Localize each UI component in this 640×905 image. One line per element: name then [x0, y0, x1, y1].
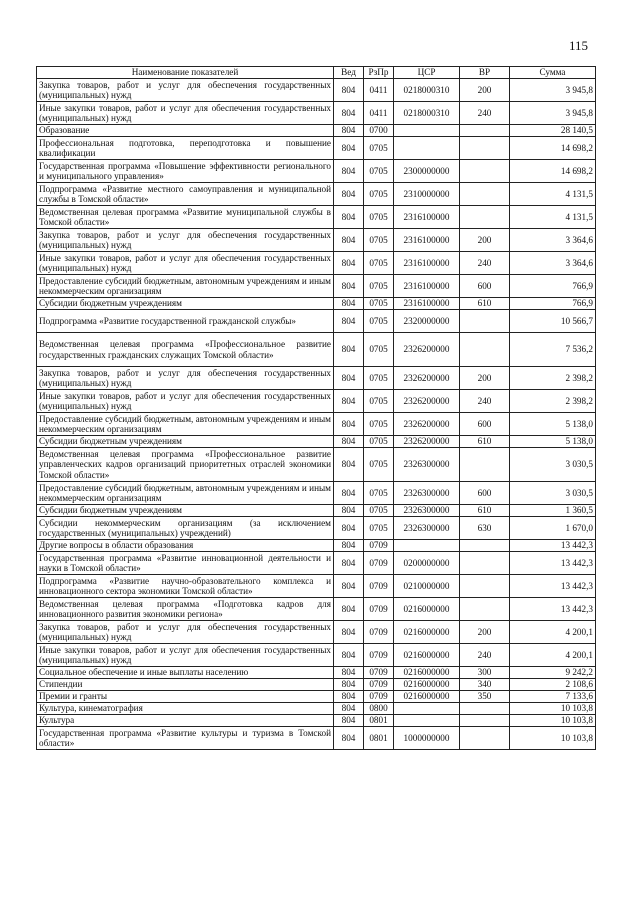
- table-row: [37, 206, 596, 229]
- cell-vr: [460, 552, 510, 575]
- cell-csr: 2316100000: [394, 275, 460, 298]
- table-row: [37, 667, 596, 679]
- cell-sum: 14 698,2: [510, 160, 596, 183]
- table-row: [37, 505, 596, 517]
- cell-name: Социальное обеспечение и иные выплаты населению: [37, 667, 334, 679]
- cell-name: Подпрограмма «Развитие государственной гражданской службы»: [37, 310, 334, 333]
- cell-name: Закупка товаров, работ и услуг для обеспечения государственных (муниципальных) нужд: [37, 229, 334, 252]
- cell-rzpr: 0709: [364, 598, 394, 621]
- cell-ved: 804: [334, 505, 364, 517]
- cell-sum: 10 566,7: [510, 310, 596, 333]
- cell-vr: [460, 703, 510, 715]
- cell-vr: 610: [460, 505, 510, 517]
- cell-vr: [460, 183, 510, 206]
- cell-sum: 2 398,2: [510, 390, 596, 413]
- table-row: [37, 252, 596, 275]
- cell-name: Подпрограмма «Развитие местного самоуправления и муниципальной службы в Томской области»: [37, 183, 334, 206]
- table-row: [37, 160, 596, 183]
- cell-ved: 804: [334, 575, 364, 598]
- table-row: [37, 517, 596, 540]
- table-row: [37, 598, 596, 621]
- cell-ved: 804: [334, 183, 364, 206]
- cell-csr: [394, 715, 460, 727]
- cell-sum: 28 140,5: [510, 125, 596, 137]
- cell-rzpr: 0709: [364, 575, 394, 598]
- cell-ved: 804: [334, 367, 364, 390]
- cell-ved: 804: [334, 517, 364, 540]
- cell-csr: 2300000000: [394, 160, 460, 183]
- cell-ved: 804: [334, 644, 364, 667]
- cell-ved: 804: [334, 310, 364, 333]
- cell-sum: 5 138,0: [510, 413, 596, 436]
- cell-ved: 804: [334, 102, 364, 125]
- cell-sum: 13 442,3: [510, 598, 596, 621]
- cell-csr: 2326300000: [394, 482, 460, 505]
- table-row: [37, 125, 596, 137]
- cell-rzpr: 0705: [364, 252, 394, 275]
- table-row: [37, 436, 596, 448]
- cell-vr: 200: [460, 367, 510, 390]
- cell-vr: [460, 448, 510, 482]
- cell-ved: 804: [334, 621, 364, 644]
- cell-sum: 7 536,2: [510, 333, 596, 367]
- table-row: [37, 727, 596, 750]
- cell-ved: 804: [334, 667, 364, 679]
- table-row: [37, 715, 596, 727]
- cell-vr: 240: [460, 390, 510, 413]
- table-row: [37, 310, 596, 333]
- cell-sum: 1 670,0: [510, 517, 596, 540]
- cell-csr: 0200000000: [394, 552, 460, 575]
- cell-rzpr: 0705: [364, 390, 394, 413]
- cell-vr: [460, 137, 510, 160]
- cell-csr: 2326300000: [394, 448, 460, 482]
- cell-sum: 7 133,6: [510, 691, 596, 703]
- cell-sum: 4 131,5: [510, 183, 596, 206]
- cell-name: Субсидии бюджетным учреждениям: [37, 505, 334, 517]
- cell-csr: [394, 125, 460, 137]
- cell-vr: 200: [460, 621, 510, 644]
- cell-ved: 804: [334, 552, 364, 575]
- table-row: [37, 448, 596, 482]
- cell-ved: 804: [334, 703, 364, 715]
- cell-ved: 804: [334, 540, 364, 552]
- cell-csr: 2326200000: [394, 367, 460, 390]
- cell-vr: 240: [460, 252, 510, 275]
- cell-vr: [460, 333, 510, 367]
- table-row: [37, 367, 596, 390]
- cell-rzpr: 0705: [364, 229, 394, 252]
- cell-csr: 0216000000: [394, 691, 460, 703]
- cell-ved: 804: [334, 206, 364, 229]
- cell-vr: 200: [460, 229, 510, 252]
- cell-rzpr: 0705: [364, 436, 394, 448]
- cell-csr: [394, 703, 460, 715]
- table-body: [37, 79, 596, 750]
- cell-csr: 2316100000: [394, 252, 460, 275]
- cell-name: Профессиональная подготовка, переподготовка и повышение квалификации: [37, 137, 334, 160]
- cell-sum: 14 698,2: [510, 137, 596, 160]
- cell-ved: 804: [334, 298, 364, 310]
- cell-csr: 0216000000: [394, 621, 460, 644]
- table-row: [37, 102, 596, 125]
- cell-vr: 600: [460, 413, 510, 436]
- cell-ved: 804: [334, 598, 364, 621]
- table-row: [37, 482, 596, 505]
- cell-vr: 240: [460, 644, 510, 667]
- cell-rzpr: 0705: [364, 183, 394, 206]
- table-row: [37, 413, 596, 436]
- table-row: [37, 552, 596, 575]
- cell-sum: 13 442,3: [510, 575, 596, 598]
- cell-name: Государственная программа «Развитие инновационной деятельности и науки в Томской области»: [37, 552, 334, 575]
- cell-ved: 804: [334, 679, 364, 691]
- cell-rzpr: 0705: [364, 505, 394, 517]
- cell-rzpr: 0705: [364, 482, 394, 505]
- cell-csr: 2326200000: [394, 413, 460, 436]
- table-header-row: [37, 67, 596, 79]
- cell-rzpr: 0709: [364, 540, 394, 552]
- cell-sum: 3 030,5: [510, 448, 596, 482]
- table-row: [37, 621, 596, 644]
- cell-rzpr: 0705: [364, 413, 394, 436]
- cell-csr: 0218000310: [394, 102, 460, 125]
- cell-vr: [460, 540, 510, 552]
- table-row: [37, 390, 596, 413]
- cell-sum: 2 398,2: [510, 367, 596, 390]
- header-vr: ВР: [460, 67, 510, 79]
- cell-sum: 1 360,5: [510, 505, 596, 517]
- cell-rzpr: 0705: [364, 367, 394, 390]
- cell-ved: 804: [334, 137, 364, 160]
- cell-sum: 3 030,5: [510, 482, 596, 505]
- cell-rzpr: 0700: [364, 125, 394, 137]
- cell-name: Закупка товаров, работ и услуг для обеспечения государственных (муниципальных) нужд: [37, 367, 334, 390]
- cell-csr: 2326300000: [394, 505, 460, 517]
- cell-name: Предоставление субсидий бюджетным, автономным учреждениям и иным некоммерческим организациям: [37, 482, 334, 505]
- cell-sum: 10 103,8: [510, 715, 596, 727]
- cell-name: Культура: [37, 715, 334, 727]
- table-row: [37, 298, 596, 310]
- table-row: [37, 540, 596, 552]
- header-ved: Вед: [334, 67, 364, 79]
- cell-vr: [460, 727, 510, 750]
- cell-name: Премии и гранты: [37, 691, 334, 703]
- cell-csr: 0216000000: [394, 598, 460, 621]
- cell-name: Предоставление субсидий бюджетным, автономным учреждениям и иным некоммерческим организациям: [37, 275, 334, 298]
- cell-rzpr: 0705: [364, 137, 394, 160]
- cell-ved: 804: [334, 79, 364, 102]
- table-row: [37, 691, 596, 703]
- cell-rzpr: 0801: [364, 727, 394, 750]
- cell-vr: 350: [460, 691, 510, 703]
- cell-csr: 2320000000: [394, 310, 460, 333]
- header-rzpr: РзПр: [364, 67, 394, 79]
- cell-csr: 1000000000: [394, 727, 460, 750]
- cell-csr: 2326200000: [394, 436, 460, 448]
- cell-sum: 4 200,1: [510, 621, 596, 644]
- cell-rzpr: 0705: [364, 333, 394, 367]
- cell-csr: [394, 540, 460, 552]
- cell-sum: 3 364,6: [510, 252, 596, 275]
- cell-rzpr: 0705: [364, 517, 394, 540]
- cell-csr: 2326200000: [394, 390, 460, 413]
- cell-vr: [460, 160, 510, 183]
- cell-sum: 13 442,3: [510, 540, 596, 552]
- cell-name: Другие вопросы в области образования: [37, 540, 334, 552]
- cell-vr: 240: [460, 102, 510, 125]
- cell-rzpr: 0709: [364, 691, 394, 703]
- cell-sum: 3 945,8: [510, 102, 596, 125]
- cell-vr: 610: [460, 436, 510, 448]
- cell-vr: [460, 575, 510, 598]
- cell-csr: 0216000000: [394, 679, 460, 691]
- cell-csr: 2316100000: [394, 229, 460, 252]
- cell-csr: 0216000000: [394, 644, 460, 667]
- cell-csr: 2316100000: [394, 206, 460, 229]
- cell-sum: 2 108,6: [510, 679, 596, 691]
- cell-name: Стипендии: [37, 679, 334, 691]
- cell-sum: 4 200,1: [510, 644, 596, 667]
- cell-sum: 13 442,3: [510, 552, 596, 575]
- cell-rzpr: 0801: [364, 715, 394, 727]
- cell-sum: 766,9: [510, 275, 596, 298]
- budget-table: [36, 66, 596, 750]
- cell-name: Иные закупки товаров, работ и услуг для обеспечения государственных (муниципальных) нужд: [37, 102, 334, 125]
- cell-rzpr: 0800: [364, 703, 394, 715]
- cell-rzpr: 0709: [364, 667, 394, 679]
- cell-name: Субсидии некоммерческим организациям (за исключением государственных (муниципальных) учреждений): [37, 517, 334, 540]
- cell-vr: [460, 598, 510, 621]
- cell-ved: 804: [334, 436, 364, 448]
- cell-sum: 9 242,2: [510, 667, 596, 679]
- cell-rzpr: 0705: [364, 298, 394, 310]
- table-row: [37, 275, 596, 298]
- cell-rzpr: 0705: [364, 310, 394, 333]
- cell-vr: 340: [460, 679, 510, 691]
- cell-ved: 804: [334, 125, 364, 137]
- cell-rzpr: 0709: [364, 621, 394, 644]
- cell-ved: 804: [334, 160, 364, 183]
- cell-ved: 804: [334, 448, 364, 482]
- header-name: Наименование показателей: [37, 67, 334, 79]
- table-row: [37, 575, 596, 598]
- table-row: [37, 183, 596, 206]
- cell-sum: 10 103,8: [510, 727, 596, 750]
- cell-sum: 3 945,8: [510, 79, 596, 102]
- cell-name: Ведомственная целевая программа «Профессиональное развитие государственных гражданских служащих Томской области»: [37, 333, 334, 367]
- cell-name: Ведомственная целевая программа «Развитие муниципальной службы в Томской области»: [37, 206, 334, 229]
- table-row: [37, 79, 596, 102]
- cell-vr: 630: [460, 517, 510, 540]
- header-sum: Сумма: [510, 67, 596, 79]
- cell-vr: [460, 125, 510, 137]
- cell-csr: 0218000310: [394, 79, 460, 102]
- page-number: 115: [568, 38, 588, 53]
- cell-rzpr: 0411: [364, 79, 394, 102]
- cell-rzpr: 0411: [364, 102, 394, 125]
- cell-name: Субсидии бюджетным учреждениям: [37, 436, 334, 448]
- cell-rzpr: 0705: [364, 275, 394, 298]
- cell-vr: 300: [460, 667, 510, 679]
- cell-ved: 804: [334, 229, 364, 252]
- cell-name: Культура, кинематография: [37, 703, 334, 715]
- cell-ved: 804: [334, 727, 364, 750]
- cell-name: Ведомственная целевая программа «Профессиональное развитие управленческих кадров организаций приоритетных отраслей экономики Томской области»: [37, 448, 334, 482]
- cell-vr: 600: [460, 482, 510, 505]
- cell-ved: 804: [334, 390, 364, 413]
- cell-vr: [460, 206, 510, 229]
- header-csr: ЦСР: [394, 67, 460, 79]
- cell-name: Закупка товаров, работ и услуг для обеспечения государственных (муниципальных) нужд: [37, 79, 334, 102]
- cell-ved: 804: [334, 413, 364, 436]
- cell-rzpr: 0709: [364, 644, 394, 667]
- cell-name: Иные закупки товаров, работ и услуг для обеспечения государственных (муниципальных) нужд: [37, 252, 334, 275]
- cell-name: Образование: [37, 125, 334, 137]
- cell-sum: 10 103,8: [510, 703, 596, 715]
- cell-rzpr: 0705: [364, 448, 394, 482]
- table-row: [37, 644, 596, 667]
- cell-csr: 0210000000: [394, 575, 460, 598]
- cell-csr: 0216000000: [394, 667, 460, 679]
- cell-sum: 5 138,0: [510, 436, 596, 448]
- cell-csr: 2310000000: [394, 183, 460, 206]
- cell-ved: 804: [334, 482, 364, 505]
- cell-rzpr: 0705: [364, 206, 394, 229]
- cell-rzpr: 0709: [364, 679, 394, 691]
- cell-name: Иные закупки товаров, работ и услуг для обеспечения государственных (муниципальных) нужд: [37, 390, 334, 413]
- cell-name: Предоставление субсидий бюджетным, автономным учреждениям и иным некоммерческим организациям: [37, 413, 334, 436]
- cell-vr: [460, 310, 510, 333]
- table-row: [37, 703, 596, 715]
- cell-ved: 804: [334, 715, 364, 727]
- cell-name: Субсидии бюджетным учреждениям: [37, 298, 334, 310]
- cell-csr: 2316100000: [394, 298, 460, 310]
- cell-sum: 766,9: [510, 298, 596, 310]
- cell-vr: 600: [460, 275, 510, 298]
- cell-name: Закупка товаров, работ и услуг для обеспечения государственных (муниципальных) нужд: [37, 621, 334, 644]
- table-row: [37, 137, 596, 160]
- cell-csr: [394, 137, 460, 160]
- cell-name: Подпрограмма «Развитие научно-образовательного комплекса и инновационного сектора экономики Томской области»: [37, 575, 334, 598]
- cell-ved: 804: [334, 333, 364, 367]
- cell-name: Государственная программа «Повышение эффективности регионального и муниципального управления»: [37, 160, 334, 183]
- cell-vr: 200: [460, 79, 510, 102]
- cell-rzpr: 0705: [364, 160, 394, 183]
- cell-sum: 4 131,5: [510, 206, 596, 229]
- cell-name: Ведомственная целевая программа «Подготовка кадров для инновационного развития экономики региона»: [37, 598, 334, 621]
- cell-vr: [460, 715, 510, 727]
- table-row: [37, 333, 596, 367]
- table-row: [37, 229, 596, 252]
- cell-name: Государственная программа «Развитие культуры и туризма в Томской области»: [37, 727, 334, 750]
- cell-csr: 2326200000: [394, 333, 460, 367]
- cell-ved: 804: [334, 691, 364, 703]
- cell-vr: 610: [460, 298, 510, 310]
- cell-sum: 3 364,6: [510, 229, 596, 252]
- cell-rzpr: 0709: [364, 552, 394, 575]
- cell-ved: 804: [334, 275, 364, 298]
- table-row: [37, 679, 596, 691]
- cell-name: Иные закупки товаров, работ и услуг для обеспечения государственных (муниципальных) нужд: [37, 644, 334, 667]
- cell-csr: 2326300000: [394, 517, 460, 540]
- cell-ved: 804: [334, 252, 364, 275]
